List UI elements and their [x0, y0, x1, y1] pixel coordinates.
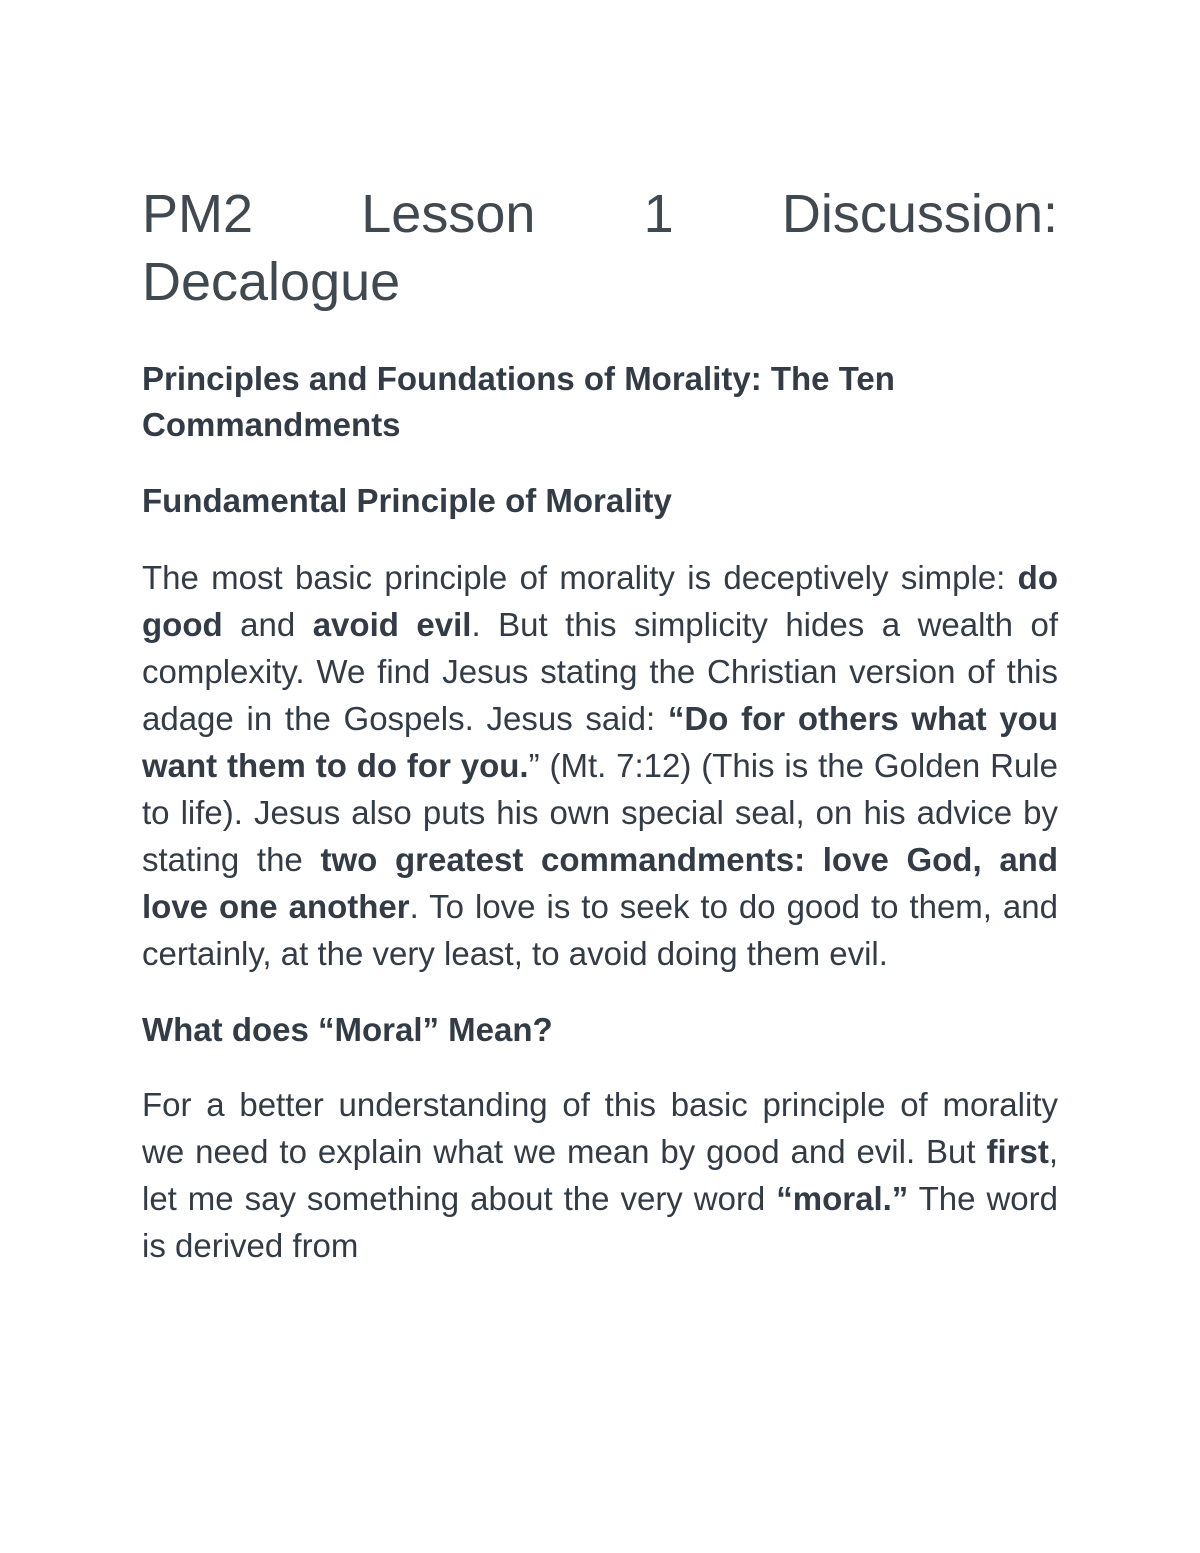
heading-fundamental-principle: Fundamental Principle of Morality — [142, 482, 672, 519]
paragraph-moral-meaning — [142, 1081, 1058, 1269]
title-line-1: PM2 Lesson 1 Discussion: — [142, 184, 1058, 244]
paragraph-fundamental-principle — [142, 554, 1058, 977]
bold-avoid-evil: avoid evil — [312, 606, 472, 643]
text-run: , let me say something about the very word — [142, 1133, 1058, 1217]
heading-principles: Principles and Foundations of Morality: The Ten Commandments — [142, 360, 895, 443]
text-run: The word is derived from — [142, 1180, 1058, 1264]
text-run: ” (Mt. 7:12) (This is the Golden Rule to life). Jesus also puts his own special seal, on his advice by stating the — [142, 747, 1058, 878]
document-title — [142, 180, 1058, 316]
bold-golden-rule-quote: “Do for others what you want them to do for you. — [142, 700, 1059, 784]
text-run: . To love is to seek to do good to them, and certainly, at the very least, to avoid doing them evil. — [142, 888, 1058, 972]
heading-moral-meaning: What does “Moral” Mean? — [142, 1011, 553, 1048]
bold-moral-word: “moral.” — [776, 1180, 909, 1217]
bold-two-greatest-commandments: two greatest commandments: love God, and love one another — [142, 841, 1058, 925]
title-line-2: Decalogue — [142, 252, 401, 312]
text-run: and — [222, 606, 313, 643]
bold-do-good: do good — [142, 559, 1058, 643]
text-run: The most basic principle of morality is deceptively simple: — [142, 559, 1018, 596]
document-page — [142, 180, 1058, 1269]
text-run: . But this simplicity hides a wealth of complexity. We find Jesus stating the Christian version of this adage in the Gospels. Jesus said: — [142, 606, 1058, 737]
bold-first: first — [986, 1133, 1049, 1170]
text-run: For a better understanding of this basic principle of morality we need to explain what we mean by good and evil. But — [142, 1086, 1058, 1170]
